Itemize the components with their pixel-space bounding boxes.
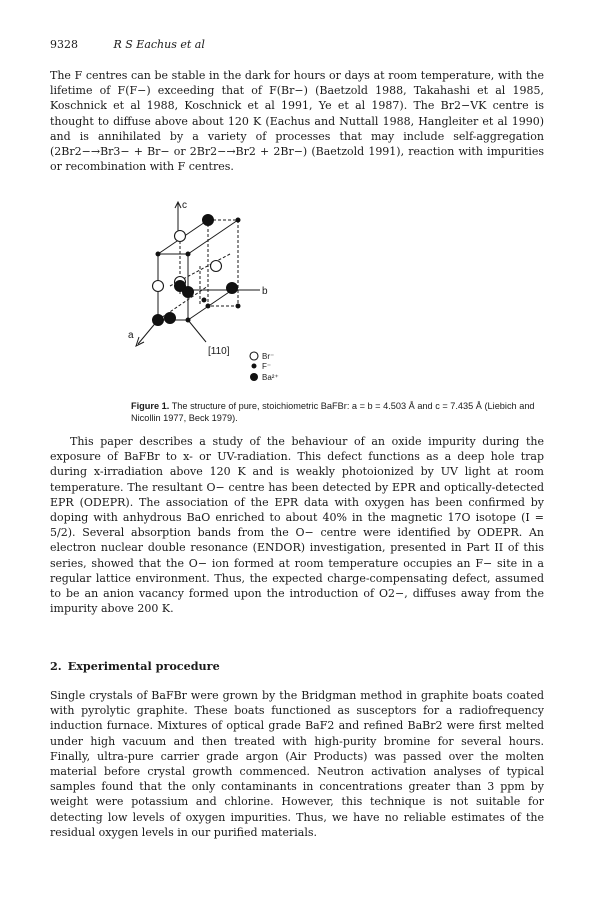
section-title: Experimental procedure xyxy=(67,659,220,673)
figure-caption xyxy=(131,400,544,425)
page-number: 9328 xyxy=(50,38,78,51)
b-axis-label: b xyxy=(262,286,268,297)
paragraph-f-centres: The F centres can be stable in the dark for hours or days at room temperature, with the lifetime of F(F−) exceeding that of F(Br−) (Baetzold 1988, Takahashi et al 1985, Koschnick et al 1988, Koschnick et al 1991, Ye et al 1987). The Br2−VK centre is thought to diffuse above about 120 K (Eachus and Nuttall 1988, Hangleiter et al 1990) and is annihilated by a variety of processes that may include self-aggregation (2Br2−→Br3− + Br− or 2Br2−→Br2 + 2Br−) (Baetzold 1991), reaction with impurities or recombination with F centres. xyxy=(50,69,544,174)
legend-br-marker xyxy=(250,352,258,360)
legend-f-marker xyxy=(252,364,257,369)
figure-caption-label: Figure 1. xyxy=(131,401,170,411)
running-head-authors: R S Eachus et al xyxy=(113,38,205,51)
f-ion xyxy=(206,304,211,309)
direction-110-line xyxy=(188,320,206,342)
paragraph-crystal-growth: Single crystals of BaFBr were grown by the Bridgman method in graphite boats coated with pyrolytic graphite. These boats functioned as susceptors for a radiofrequency induction furnace. Mixtures of optical grade BaF2 and refined BaBr2 were first melted under high vacuum and then treated with high-purity bromine for several hours. Finally, ultra-pure carrier grade argon (Air Products) was passed over the molten material before crystal growth commenced. Neutron activation analyses of typical samples found that the only contaminants in concentrations greater than 3 ppm by weight were potassium and chlorine. However, this technique is not suitable for detecting low levels of oxygen impurities. Thus, we have no reliable estimates of the residual oxygen levels in our purified materials. xyxy=(50,689,544,839)
section-number: 2. xyxy=(50,659,62,673)
ba-ion xyxy=(165,313,176,324)
legend-f-label: F⁻ xyxy=(262,362,272,371)
a-axis-label: a xyxy=(128,330,134,341)
crystal-structure-figure xyxy=(120,196,360,396)
direction-110-label: [110] xyxy=(208,346,230,357)
c-axis-label: c xyxy=(182,200,187,211)
br-ion xyxy=(175,231,186,242)
running-head xyxy=(50,38,205,51)
f-ion xyxy=(186,252,191,257)
section-heading xyxy=(50,659,226,673)
ba-ion xyxy=(203,215,214,226)
f-ion xyxy=(156,252,161,257)
ba-ion xyxy=(227,283,238,294)
legend-ba-label: Ba²⁺ xyxy=(262,373,279,382)
br-ion xyxy=(153,281,164,292)
edge-tr xyxy=(188,220,238,254)
f-ion xyxy=(202,298,207,303)
ba-ion xyxy=(153,315,164,326)
figure-caption-text: The structure of pure, stoichiometric BaFBr: a = b = 4.503 Å and c = 7.435 Å (Liebich and Nicollin 1977, Beck 1979). xyxy=(131,401,535,424)
f-ion xyxy=(236,304,241,309)
f-ion xyxy=(236,218,241,223)
f-ion xyxy=(186,318,191,323)
ba-ion xyxy=(183,287,194,298)
legend-br-label: Br⁻ xyxy=(262,352,275,361)
br-ion xyxy=(211,261,222,272)
paragraph-oxide-impurity: This paper describes a study of the behaviour of an oxide impurity during the exposure of BaFBr to x- or UV-radiation. This defect functions as a deep hole trap during x-irradiation above 120 K and is weakly photoionized by UV light at room temperature. The resultant O− centre has been detected by EPR and optically-detected EPR (ODEPR). The association of the EPR data with oxygen has been confirmed by doping with anhydrous BaO enriched to about 40% in the magnetic 17O isotope (I = 5/2). Several absorption bands from the O− centre were identified by ODEPR. An electron nuclear double resonance (ENDOR) investigation, presented in Part II of this series, showed that the O− ion formed at room temperature occupies an F− site in a regular lattice environment. Thus, the expected charge-compensating defect, assumed to be an anion vacancy formed upon the introduction of O2−, diffuses away from the impurity above 200 K. xyxy=(50,435,544,616)
legend-ba-marker xyxy=(250,373,258,381)
